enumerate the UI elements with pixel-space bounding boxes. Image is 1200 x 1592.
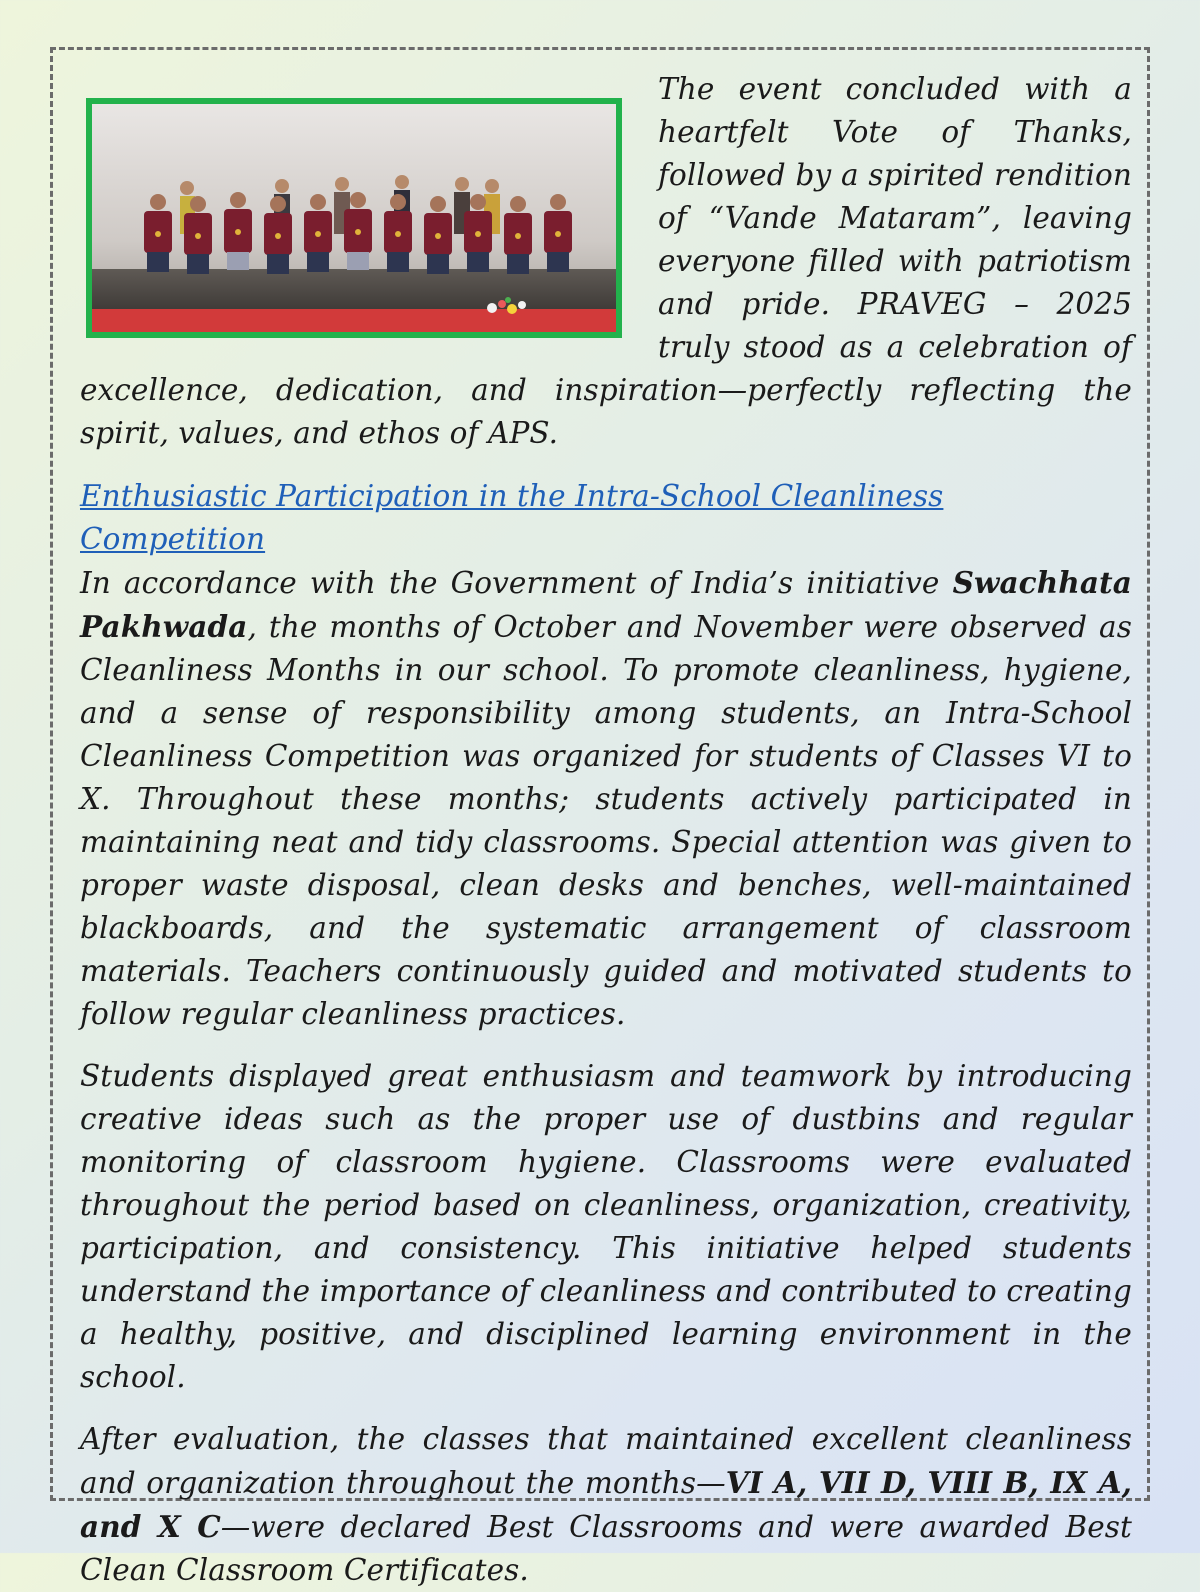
cleanliness-paragraph-3	[80, 1418, 1132, 1592]
winning-classes-bold: VI A, VII D, VIII B, IX A, and X C	[80, 1465, 1133, 1544]
p3-text-end: —were declared Best Classrooms and were awarded Best Clean Classroom Certificates.	[80, 1510, 1132, 1587]
intro-paragraph: The event concluded with a heartfelt Vote of Thanks, followed by a spirited rendition of “Vande Mataram”, leaving everyone filled with patriotism and pride. PRAVEG – 2025 truly stood as a celebration of excellence, dedication, and inspiration—perfectly reflecting the spirit, values, and ethos of APS.	[80, 72, 1132, 450]
document-body	[80, 68, 1132, 1592]
cleanliness-paragraph-2: Students displayed great enthusiasm and teamwork by introducing creative ideas such as the proper use of dustbins and regular monitoring of classroom hygiene. Classrooms were evaluated throughout the period based on cleanliness, organization, creativity, participation, and consistency. This initiative helped students understand the importance of cleanliness and contributed to creating a healthy, positive, and disciplined learning environment in the school.	[80, 1059, 1132, 1394]
p1-text-start: In accordance with the Government of India’s initiative	[80, 566, 953, 600]
swachhata-pakhwada-bold: Swachhata Pakhwada	[80, 565, 1132, 644]
section-heading[interactable]: Enthusiastic Participation in the Intra-School Cleanliness Competition	[80, 479, 944, 556]
cleanliness-paragraph-1	[80, 561, 1132, 1036]
event-group-photo	[86, 98, 622, 338]
p3-text-start: After evaluation, the classes that maintained excellent cleanliness and organization throughout the months—	[80, 1422, 1132, 1500]
p1-text-end: , the months of October and November were observed as Cleanliness Months in our school. To promote cleanliness, hygiene, and a sense of responsibility among students, an Intra-School Cleanliness Competition was organized for students of Classes VI to X. Throughout these months; students actively participated in maintaining neat and tidy classrooms. Special attention was given to proper waste disposal, clean desks and benches, well-maintained blackboards, and the systematic arrangement of classroom materials. Teachers continuously guided and motivated students to follow regular cleanliness practices.	[80, 610, 1132, 1031]
group-photo-icon	[92, 104, 616, 332]
